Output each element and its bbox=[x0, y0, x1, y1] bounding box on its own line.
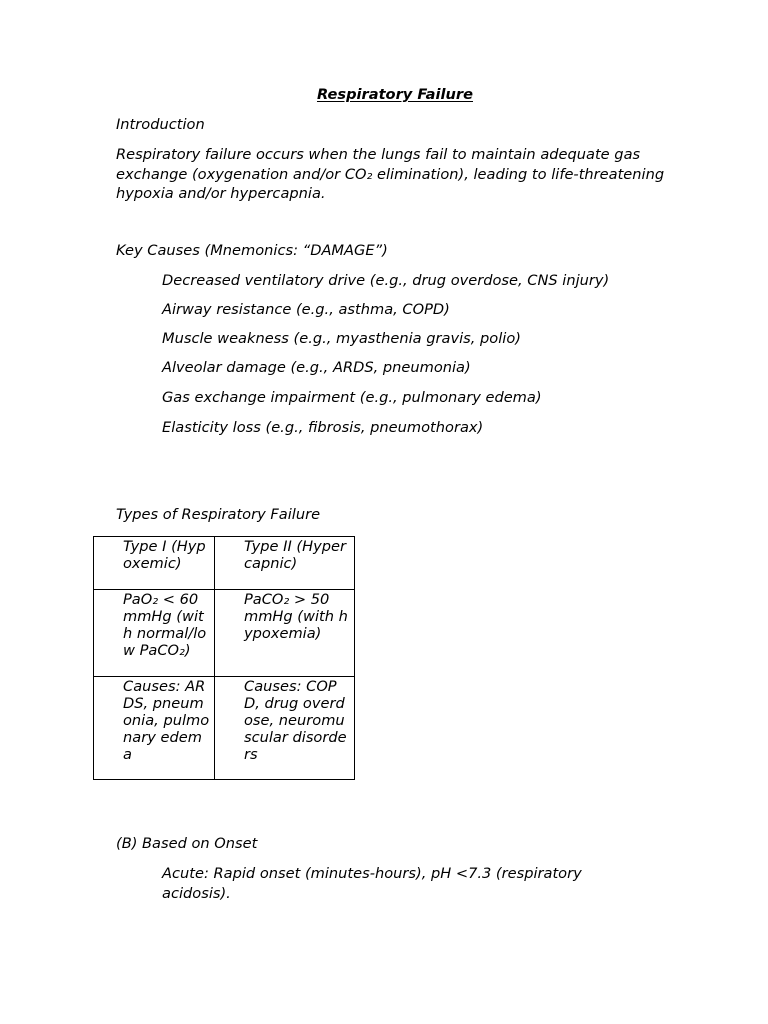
table-row bbox=[94, 590, 355, 677]
cause-item: Gas exchange impairment (e.g., pulmonary edema) bbox=[162, 389, 542, 406]
cause-item: Muscle weakness (e.g., myasthenia gravis, polio) bbox=[162, 330, 521, 347]
onset-acute-text: Acute: Rapid onset (minutes-hours), pH <7.3 (respiratory acidosis). bbox=[162, 865, 582, 902]
introduction-heading: Introduction bbox=[116, 116, 205, 133]
types-heading: Types of Respiratory Failure bbox=[116, 506, 321, 523]
table-cell: Causes: COPD, drug overdose, neuromuscular disorders bbox=[215, 677, 355, 780]
cause-item: Decreased ventilatory drive (e.g., drug overdose, CNS injury) bbox=[162, 272, 610, 289]
table-cell: Causes: ARDS, pneumonia, pulmonary edema bbox=[94, 677, 215, 780]
types-table bbox=[93, 536, 355, 780]
causes-heading: Key Causes (Mnemonics: “DAMAGE”) bbox=[116, 242, 388, 259]
document-title: Respiratory Failure bbox=[316, 86, 473, 103]
cause-item: Alveolar damage (e.g., ARDS, pneumonia) bbox=[162, 359, 471, 376]
introduction-text: Respiratory failure occurs when the lungs fail to maintain adequate gas exchange (oxygenation and/or CO₂ elimination), leading to life-threatening hypoxia and/or hypercapnia. bbox=[116, 146, 665, 202]
table-row bbox=[94, 677, 355, 780]
cause-item: Airway resistance (e.g., asthma, COPD) bbox=[162, 301, 450, 318]
table-cell: Type I (Hypoxemic) bbox=[94, 537, 215, 590]
onset-heading: (B) Based on Onset bbox=[116, 835, 258, 852]
table-cell: PaO₂ < 60 mmHg (with normal/low PaCO₂) bbox=[94, 590, 215, 677]
cause-item: Elasticity loss (e.g., fibrosis, pneumothorax) bbox=[162, 419, 484, 436]
table-row bbox=[94, 537, 355, 590]
table-cell: Type II (Hypercapnic) bbox=[215, 537, 355, 590]
table-cell: PaCO₂ > 50 mmHg (with hypoxemia) bbox=[215, 590, 355, 677]
